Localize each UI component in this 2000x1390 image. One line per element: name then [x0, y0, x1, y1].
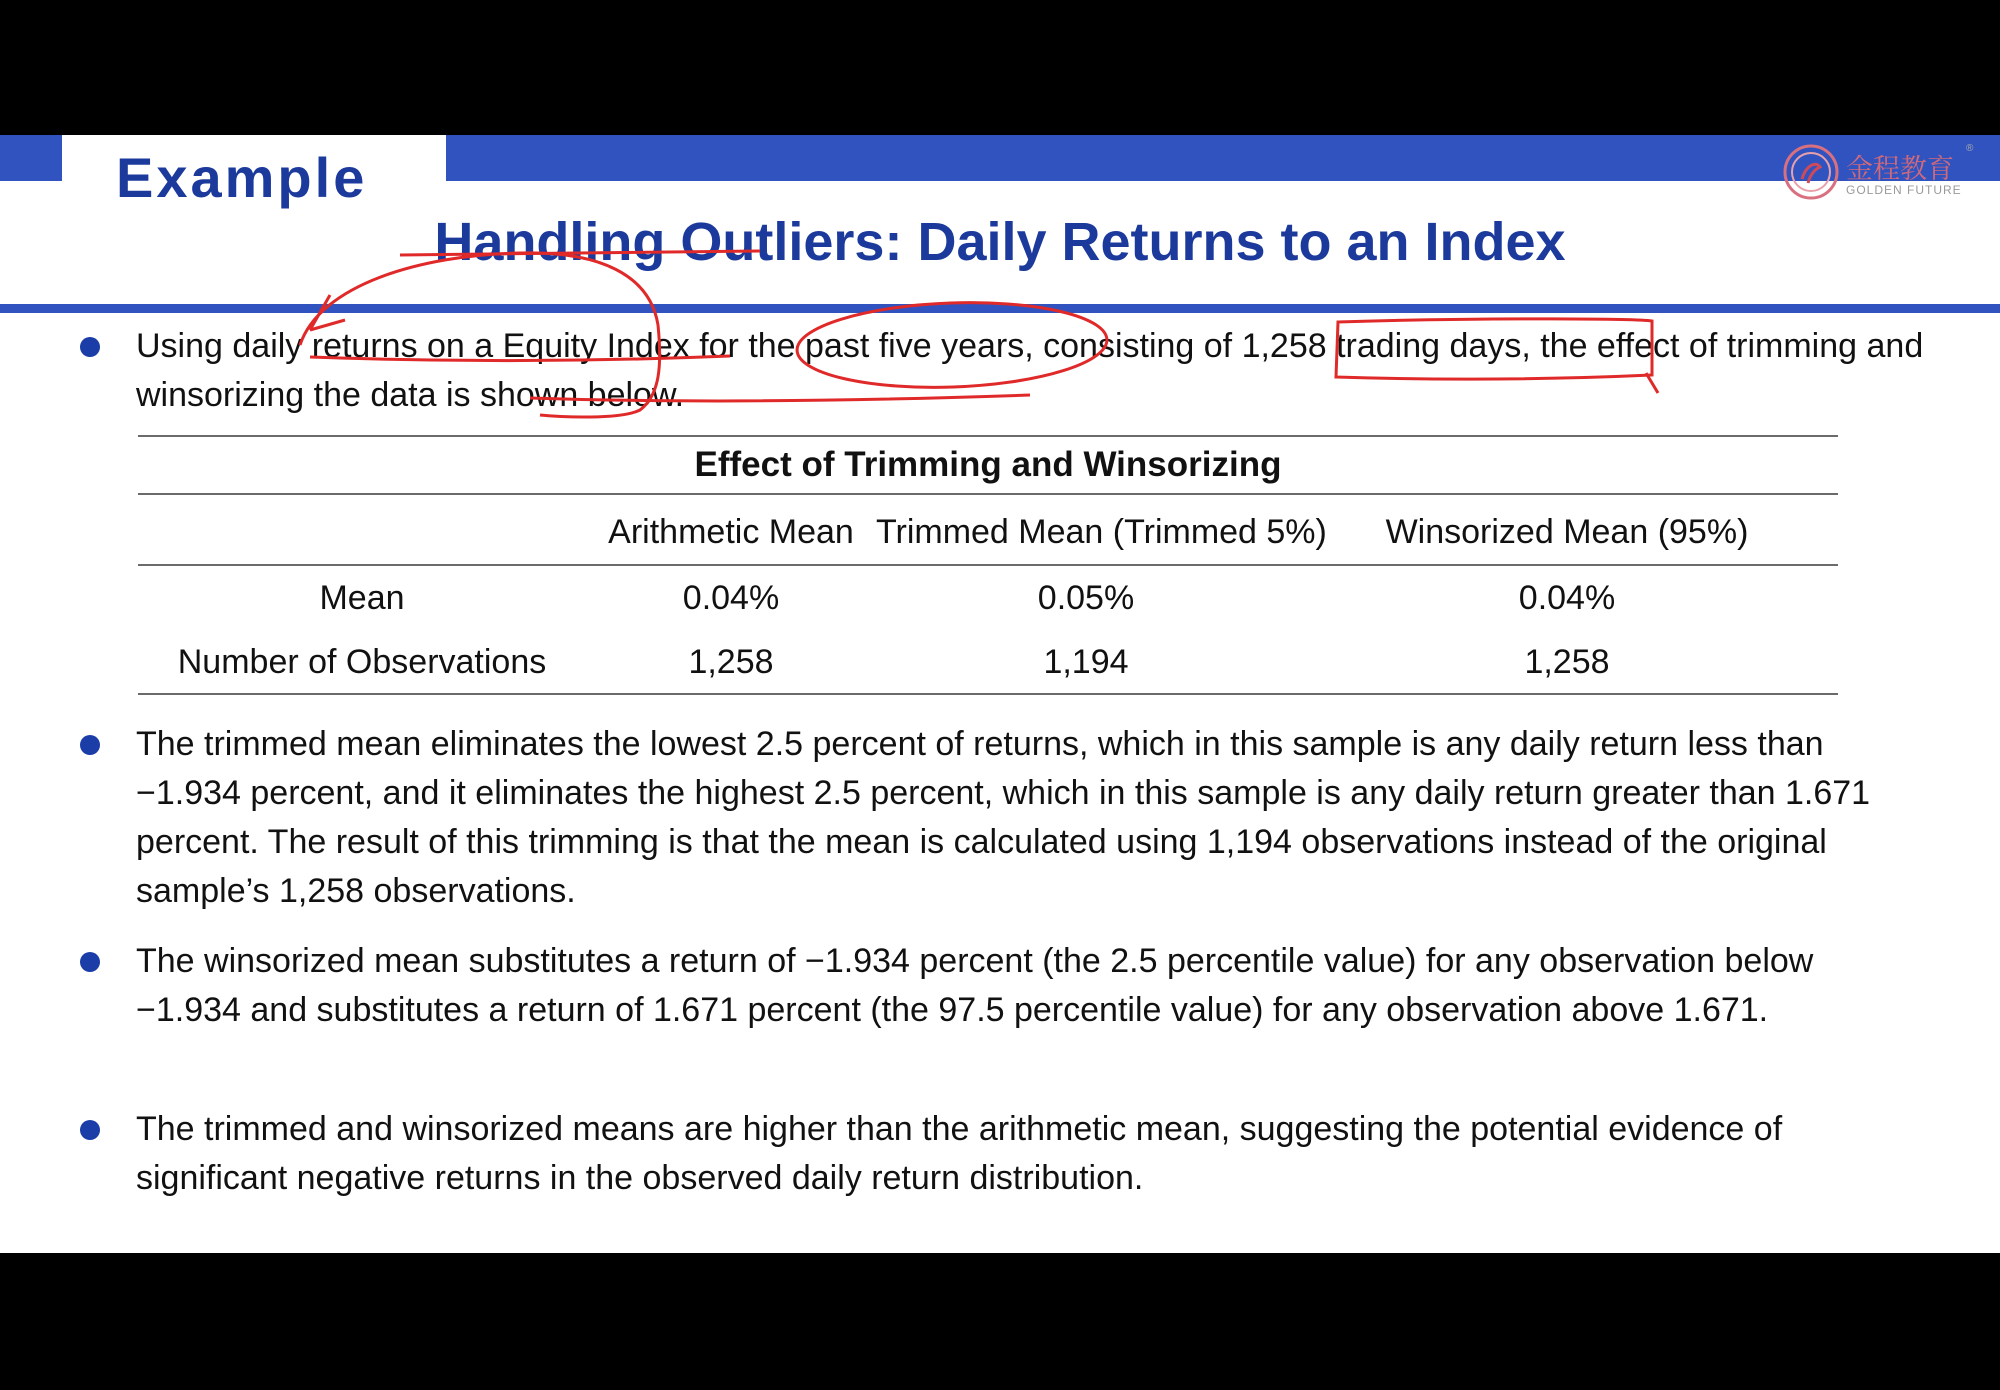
table-cell: 1,258 — [1524, 643, 1610, 681]
logo-emblem-icon — [1782, 143, 1840, 201]
trimmed-mean-paragraph: The trimmed mean eliminates the lowest 2.5 percent of returns, which in this sample is any daily return less than −1.934 percent, and it eliminates the highest 2.5 percent, which in this sample is any daily return greater than 1.671 percent. The result of this trimming is that the mean is calculated using 1,194 observations instead of the original sample’s 1,258 observations. — [136, 725, 1871, 910]
table-rule-header — [138, 564, 1838, 566]
conclusion-paragraph: The trimmed and winsorized means are higher than the arithmetic mean, suggesting the potential evidence of significant negative returns in the observed daily return distribution. — [136, 1110, 1783, 1197]
table-caption: Effect of Trimming and Winsorizing — [694, 445, 1282, 484]
table-cell: 1,258 — [688, 643, 774, 681]
table-cell: 0.05% — [1037, 579, 1135, 617]
table-cell: 0.04% — [682, 579, 780, 617]
bullet-dot — [80, 1120, 100, 1140]
table-rule-bottom — [138, 693, 1838, 695]
row-label: Number of Observations — [177, 643, 547, 681]
table-cell: 0.04% — [1518, 579, 1616, 617]
logo-chinese-text: 金程教育 — [1846, 154, 1954, 185]
table-rule-caption — [138, 493, 1838, 495]
slide-title: Handling Outliers: Daily Returns to an Index — [434, 212, 1566, 272]
intro-paragraph: Using daily returns on a Equity Index for the past five years, consisting of 1,258 trading days, the effect of trimming and winsorizing the data is shown below. — [136, 327, 1924, 414]
column-header: Trimmed Mean (Trimmed 5%) — [876, 513, 1327, 551]
logo-registered-mark: ® — [1966, 143, 1974, 154]
bullet-dot — [80, 952, 100, 972]
row-label: Mean — [319, 579, 405, 617]
bullet-dot — [80, 735, 100, 755]
winsorized-mean-paragraph: The winsorized mean substitutes a return of −1.934 percent (the 2.5 percentile value) for any observation below −1.934 and substitutes a return of 1.671 percent (the 97.5 percentile value) for any observation above 1.671. — [136, 942, 1814, 1029]
column-header: Winsorized Mean (95%) — [1385, 513, 1749, 551]
title-rule — [0, 304, 2000, 313]
brand-logo — [1782, 143, 1982, 203]
bullet-dot — [80, 337, 100, 357]
table-rule-top — [138, 435, 1838, 437]
slide — [0, 135, 2000, 1253]
table-cell: 1,194 — [1043, 643, 1129, 681]
section-label: Example — [116, 146, 368, 209]
column-header: Arithmetic Mean — [608, 513, 854, 551]
logo-english-text: GOLDEN FUTURE — [1846, 183, 1962, 197]
